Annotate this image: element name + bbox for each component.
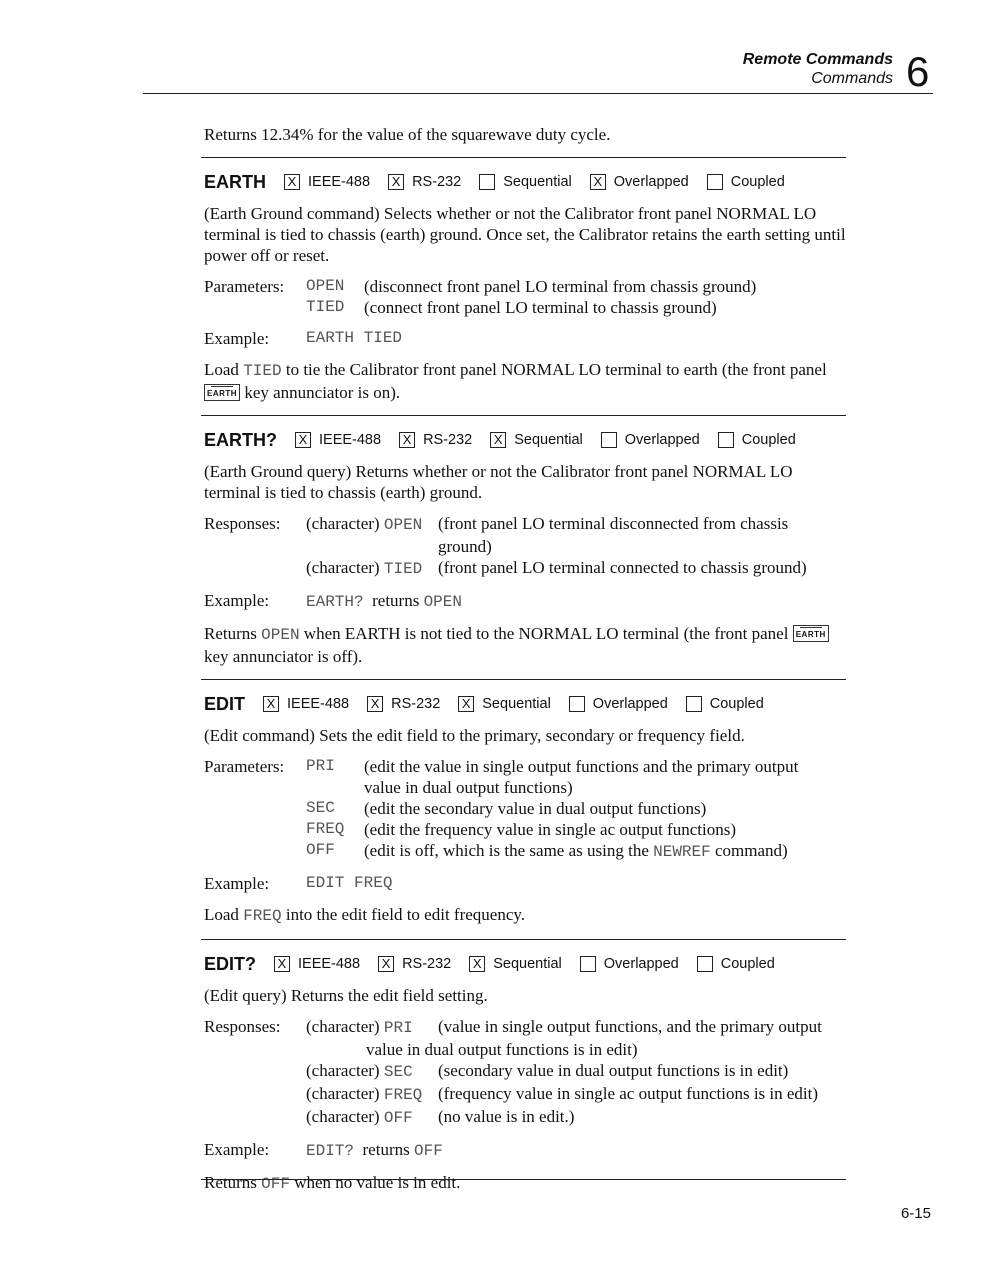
note-text: Returns	[204, 1173, 262, 1192]
response-type: (character)	[306, 1061, 380, 1080]
flag-sequential	[458, 694, 551, 715]
flag-label: Sequential	[493, 955, 562, 972]
edit-query-section	[204, 952, 846, 1195]
checkbox-ieee488: X	[263, 696, 279, 712]
response-description: (value in single output functions, and the primary output	[438, 1017, 822, 1036]
flag-coupled	[697, 954, 775, 975]
parameter-code: NEWREF	[653, 843, 711, 861]
flag-overlapped	[569, 694, 668, 715]
parameter-item	[306, 819, 846, 840]
parameter-description: (connect front panel LO terminal to chassis ground)	[364, 298, 717, 317]
checkbox-rs232: X	[399, 432, 415, 448]
note-text: to tie the Calibrator front panel NORMAL LO terminal to earth (the front panel	[281, 360, 827, 379]
response-code: SEC	[383, 1063, 413, 1081]
earth-key-icon: EARTH	[793, 625, 829, 642]
example-code: EDIT?	[306, 1142, 355, 1160]
parameter-name: TIED	[306, 298, 345, 316]
parameter-item	[306, 276, 846, 297]
parameter-description	[364, 840, 846, 863]
command-note	[204, 1172, 846, 1195]
section-divider	[201, 415, 846, 416]
example-label: Example:	[204, 874, 270, 893]
command-note	[204, 904, 846, 927]
parameter-continuation: value in dual output functions)	[364, 778, 573, 797]
response-code: TIED	[383, 560, 423, 578]
flag-label: Overlapped	[603, 955, 679, 972]
note-text: Load	[204, 905, 244, 924]
note-text: Returns	[204, 624, 262, 643]
parameter-description: (disconnect front panel LO terminal from chassis ground)	[364, 277, 757, 296]
responses-label: Responses:	[204, 514, 281, 533]
parameter-text: (edit is off, which is the same as using the	[364, 841, 654, 860]
earth-key-icon: EARTH	[204, 384, 240, 401]
section-divider	[201, 939, 846, 940]
response-item	[306, 1016, 846, 1039]
response-type: (character)	[306, 1107, 380, 1126]
earth-query-header	[204, 428, 846, 452]
note-text: when EARTH is not tied to the NORMAL LO terminal (the front panel	[299, 624, 793, 643]
section-divider	[201, 157, 846, 158]
checkbox-overlapped	[580, 956, 596, 972]
checkbox-rs232: X	[388, 174, 404, 190]
response-type: (character)	[306, 1017, 380, 1036]
response-description: value in dual output functions is in edit)	[366, 1040, 638, 1059]
flag-label: Coupled	[709, 695, 764, 712]
edit-command-section	[204, 692, 846, 927]
example-block	[204, 873, 846, 894]
example-result: OFF	[413, 1142, 443, 1160]
example-label: Example:	[204, 329, 270, 348]
checkbox-overlapped	[569, 696, 585, 712]
example-code: EARTH?	[306, 593, 364, 611]
checkbox-sequential: X	[469, 956, 485, 972]
response-code: OFF	[383, 1109, 413, 1127]
flag-ieee488	[284, 172, 370, 193]
earth-command-header	[204, 170, 846, 194]
example-word: returns	[362, 1140, 410, 1159]
command-description: (Edit command) Sets the edit field to the primary, secondary or frequency field.	[204, 726, 745, 745]
response-type: (character)	[306, 558, 380, 577]
flag-label: Sequential	[482, 695, 551, 712]
checkbox-coupled	[686, 696, 702, 712]
response-item	[306, 1106, 846, 1129]
note-code: OPEN	[261, 626, 300, 644]
response-code: PRI	[383, 1019, 413, 1037]
flag-label: RS-232	[423, 431, 473, 448]
note-text: key annunciator is on).	[240, 383, 401, 402]
checkbox-sequential: X	[458, 696, 474, 712]
parameters-label: Parameters:	[204, 757, 285, 776]
section-divider	[201, 679, 846, 680]
checkbox-sequential: X	[490, 432, 506, 448]
edit-query-header	[204, 952, 846, 976]
command-description: (Earth Ground query) Returns whether or not the Calibrator front panel NORMAL LO terminal is tied to chassis (earth) ground.	[204, 462, 793, 502]
parameter-name: SEC	[306, 799, 335, 817]
flag-label: IEEE-488	[308, 173, 371, 190]
example-code: EARTH TIED	[306, 329, 403, 347]
flag-label: Coupled	[741, 431, 796, 448]
flag-sequential	[469, 954, 562, 975]
earth-query-section	[204, 428, 846, 667]
command-name: EARTH?	[204, 429, 277, 450]
note-text: into the edit field to edit frequency.	[281, 905, 526, 924]
flag-label: Overlapped	[592, 695, 668, 712]
header-chapter-number: 6	[906, 48, 930, 95]
flag-ieee488	[295, 430, 381, 451]
flag-label: Overlapped	[624, 431, 700, 448]
flag-rs232	[399, 430, 472, 451]
parameter-item	[306, 297, 846, 318]
note-code: OFF	[261, 1175, 290, 1193]
response-description: (front panel LO terminal disconnected from chassis	[438, 514, 789, 533]
example-block	[204, 1139, 846, 1162]
note-code: TIED	[243, 362, 282, 380]
responses-block	[204, 513, 846, 580]
header-subsection-title: Commands	[811, 70, 893, 87]
flag-label: Sequential	[503, 173, 572, 190]
flag-overlapped	[601, 430, 700, 451]
checkbox-sequential	[479, 174, 495, 190]
command-note	[204, 359, 846, 403]
note-text: key annunciator is off).	[204, 647, 363, 666]
page-number: 6-15	[900, 1205, 931, 1222]
response-description: (secondary value in dual output functions is in edit)	[438, 1061, 789, 1080]
example-label: Example:	[204, 591, 270, 610]
parameter-description: (edit the secondary value in dual output functions)	[364, 799, 707, 818]
note-text: Load	[204, 360, 244, 379]
page-body	[204, 124, 846, 1205]
response-type: (character)	[306, 514, 380, 533]
parameter-name: OPEN	[306, 277, 345, 295]
parameter-name: FREQ	[306, 820, 345, 838]
flag-overlapped	[580, 954, 679, 975]
parameters-block	[204, 276, 846, 318]
response-item	[306, 513, 846, 536]
response-continuation	[306, 1039, 846, 1060]
parameter-item	[306, 756, 846, 777]
flag-rs232	[378, 954, 451, 975]
flag-label: IEEE-488	[319, 431, 382, 448]
response-item	[306, 1083, 846, 1106]
example-label: Example:	[204, 1140, 270, 1159]
parameter-name: OFF	[306, 841, 335, 859]
intro-text: Returns 12.34% for the value of the squarewave duty cycle.	[204, 125, 611, 144]
command-description: (Edit query) Returns the edit field setting.	[204, 986, 488, 1005]
flag-ieee488	[263, 694, 349, 715]
parameter-description: (edit the value in single output functions and the primary output	[364, 757, 799, 776]
response-description: ground)	[438, 537, 492, 556]
parameter-text: command)	[710, 841, 788, 860]
parameter-description: (edit the frequency value in single ac output functions)	[364, 820, 736, 839]
checkbox-rs232: X	[367, 696, 383, 712]
checkbox-coupled	[707, 174, 723, 190]
command-name: EARTH	[204, 171, 266, 192]
example-block	[204, 590, 846, 613]
page-header	[0, 0, 989, 100]
parameters-label: Parameters:	[204, 277, 285, 296]
response-description: (frequency value in single ac output functions is in edit)	[438, 1084, 819, 1103]
flag-ieee488	[274, 954, 360, 975]
flag-label: RS-232	[412, 173, 462, 190]
response-type: (character)	[306, 1084, 380, 1103]
note-code: FREQ	[243, 907, 282, 925]
checkbox-rs232: X	[378, 956, 394, 972]
checkbox-overlapped	[601, 432, 617, 448]
response-item	[306, 557, 846, 580]
checkbox-ieee488: X	[284, 174, 300, 190]
response-code: FREQ	[383, 1086, 423, 1104]
flag-rs232	[388, 172, 461, 193]
flag-rs232	[367, 694, 440, 715]
parameter-item	[306, 840, 846, 863]
flag-coupled	[718, 430, 796, 451]
edit-command-header	[204, 692, 846, 716]
checkbox-ieee488: X	[295, 432, 311, 448]
response-continuation	[306, 536, 846, 557]
footer-rule	[201, 1179, 846, 1180]
flag-overlapped	[590, 172, 689, 193]
parameter-name: PRI	[306, 757, 335, 775]
header-rule	[143, 93, 933, 94]
checkbox-coupled	[718, 432, 734, 448]
response-description: (front panel LO terminal connected to chassis ground)	[438, 558, 807, 577]
flag-label: Coupled	[730, 173, 785, 190]
response-item	[306, 1060, 846, 1083]
command-note	[204, 623, 846, 667]
checkbox-ieee488: X	[274, 956, 290, 972]
response-code: OPEN	[383, 516, 423, 534]
responses-label: Responses:	[204, 1017, 281, 1036]
flag-label: Sequential	[514, 431, 583, 448]
header-section-title: Remote Commands	[742, 51, 893, 68]
checkbox-coupled	[697, 956, 713, 972]
responses-block	[204, 1016, 846, 1129]
parameter-item	[306, 798, 846, 819]
flag-sequential	[479, 172, 572, 193]
earth-command-section	[204, 170, 846, 403]
command-name: EDIT?	[204, 953, 256, 974]
note-text: when no value is in edit.	[289, 1173, 461, 1192]
flag-label: IEEE-488	[287, 695, 350, 712]
flag-coupled	[686, 694, 764, 715]
flag-label: Coupled	[720, 955, 775, 972]
flag-label: RS-232	[402, 955, 452, 972]
flag-label: Overlapped	[613, 173, 689, 190]
example-word: returns	[372, 591, 420, 610]
flag-coupled	[707, 172, 785, 193]
command-name: EDIT	[204, 693, 246, 714]
example-block	[204, 328, 846, 349]
response-description: (no value is in edit.)	[438, 1107, 575, 1126]
parameters-block	[204, 756, 846, 863]
flag-sequential	[490, 430, 583, 451]
example-result: OPEN	[423, 593, 462, 611]
flag-label: IEEE-488	[298, 955, 361, 972]
command-description: (Earth Ground command) Selects whether or not the Calibrator front panel NORMAL LO terminal is tied to chassis (earth) ground. Once set, the Calibrator retains the earth setting until power off or reset.	[204, 204, 846, 265]
flag-label: RS-232	[391, 695, 441, 712]
example-code: EDIT FREQ	[306, 874, 393, 892]
checkbox-overlapped: X	[590, 174, 606, 190]
